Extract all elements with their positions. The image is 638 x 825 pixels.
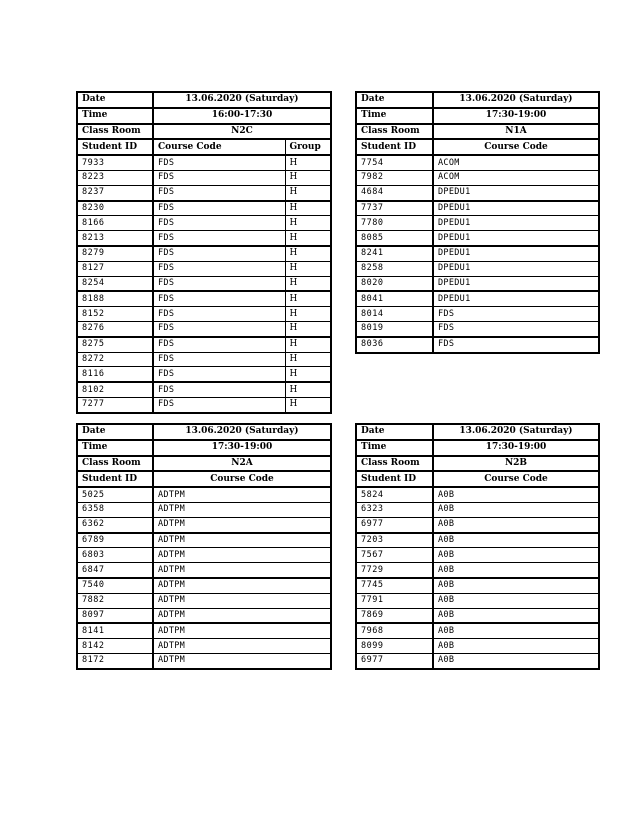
student-id-cell: 8020 [356,276,433,291]
course-code-cell: FDS [153,261,285,276]
student-id-cell: 8213 [77,231,153,246]
time-label: Time [356,440,433,456]
course-code-cell: FDS [153,155,285,170]
table-row [77,185,331,200]
student-id-cell: 7203 [356,533,433,548]
student-id-cell: 8041 [356,291,433,306]
student-id-cell: 7780 [356,216,433,231]
group-cell: H [285,337,331,352]
schedule-table-n1a [355,91,600,354]
course-code-cell: FDS [153,367,285,382]
student-id-cell: 8166 [77,216,153,231]
table-row [356,276,599,291]
table-row [356,231,599,246]
course-code-cell: A0B [433,548,599,563]
course-code-cell: A0B [433,517,599,532]
student-id-cell: 7729 [356,563,433,578]
student-id-cell: 8272 [77,352,153,367]
course-code-cell: A0B [433,578,599,593]
course-code-cell: FDS [153,291,285,306]
student-id-cell: 8014 [356,307,433,322]
table-row [356,246,599,261]
table-row [356,201,599,216]
table-row [77,291,331,306]
table-row [77,593,331,608]
student-id-header: Student ID [356,139,433,155]
course-code-cell: FDS [153,170,285,185]
table-row [356,578,599,593]
student-id-cell: 7754 [356,155,433,170]
table-row [77,321,331,336]
schedule-table-n2b [355,423,600,670]
course-code-cell: A0B [433,487,599,502]
classroom-label: Class Room [356,124,433,140]
course-code-cell: FDS [153,321,285,336]
course-code-cell: FDS [153,382,285,397]
student-id-cell: 8141 [77,623,153,638]
course-code-cell: DPEDU1 [433,291,599,306]
student-id-cell: 8116 [77,367,153,382]
table-row [356,337,599,353]
group-cell: H [285,276,331,291]
group-cell: H [285,170,331,185]
table-row [77,337,331,352]
student-id-cell: 8237 [77,185,153,200]
course-code-cell: ADTPM [153,578,331,593]
table-row [356,321,599,336]
date-label: Date [356,424,433,440]
course-code-cell: ADTPM [153,623,331,638]
table-row [77,231,331,246]
student-id-cell: 8085 [356,231,433,246]
table-row [77,246,331,261]
table-row [77,639,331,654]
group-cell: H [285,155,331,170]
table-row [356,291,599,306]
student-id-cell: 6789 [77,533,153,548]
student-id-cell: 7567 [356,548,433,563]
student-id-cell: 8152 [77,307,153,322]
table-row [356,307,599,322]
student-id-cell: 7540 [77,578,153,593]
student-id-cell: 6977 [356,517,433,532]
student-id-cell: 6803 [77,548,153,563]
course-code-cell: DPEDU1 [433,261,599,276]
table-row [356,216,599,231]
table-row [77,382,331,397]
student-id-cell: 8241 [356,246,433,261]
classroom-label: Class Room [77,456,153,472]
table-row [356,563,599,578]
classroom-value: N1A [433,124,599,140]
table-row [356,593,599,608]
group-header: Group [285,139,331,155]
student-id-cell: 8102 [77,382,153,397]
student-id-cell: 8127 [77,261,153,276]
classroom-label: Class Room [356,456,433,472]
course-code-cell: A0B [433,533,599,548]
student-id-cell: 8276 [77,321,153,336]
course-code-cell: A0B [433,563,599,578]
student-id-cell: 8230 [77,201,153,216]
schedule-table-n2a [76,423,332,670]
student-id-cell: 7737 [356,201,433,216]
table-row [356,261,599,276]
course-code-cell: FDS [433,307,599,322]
course-code-cell: FDS [153,201,285,216]
course-code-header: Course Code [433,471,599,487]
student-id-header: Student ID [77,471,153,487]
student-id-cell: 8275 [77,337,153,352]
course-code-cell: ACOM [433,170,599,185]
table-row [356,487,599,502]
classroom-value: N2B [433,456,599,472]
table-row [77,216,331,231]
table-row [356,502,599,517]
student-id-cell: 8223 [77,170,153,185]
group-cell: H [285,231,331,246]
student-id-cell: 5025 [77,487,153,502]
course-code-cell: A0B [433,608,599,623]
student-id-cell: 6358 [77,502,153,517]
course-code-cell: A0B [433,653,599,668]
group-cell: H [285,352,331,367]
student-id-cell: 8097 [77,608,153,623]
date-label: Date [77,92,153,108]
time-label: Time [356,108,433,124]
course-code-cell: A0B [433,502,599,517]
course-code-cell: ADTPM [153,593,331,608]
date-label: Date [356,92,433,108]
table-row [356,639,599,654]
table-row [77,367,331,382]
course-code-cell: ADTPM [153,517,331,532]
course-code-cell: DPEDU1 [433,185,599,200]
table-row [356,608,599,623]
table-row [77,201,331,216]
table-row [77,623,331,638]
course-code-cell: A0B [433,593,599,608]
student-id-cell: 5824 [356,487,433,502]
table-row [356,185,599,200]
course-code-cell: ADTPM [153,653,331,668]
table-row [77,155,331,170]
table-row [356,653,599,668]
student-id-header: Student ID [77,139,153,155]
course-code-cell: ADTPM [153,548,331,563]
course-code-header: Course Code [153,471,331,487]
course-code-cell: A0B [433,623,599,638]
date-value: 13.06.2020 (Saturday) [433,92,599,108]
student-id-cell: 7982 [356,170,433,185]
course-code-cell: ACOM [433,155,599,170]
table-row [77,548,331,563]
student-id-cell: 7745 [356,578,433,593]
time-value: 16:00-17:30 [153,108,331,124]
course-code-cell: FDS [153,397,285,412]
student-id-cell: 8036 [356,337,433,353]
student-id-cell: 8279 [77,246,153,261]
table-row [77,653,331,668]
time-value: 17:30-19:00 [153,440,331,456]
student-id-cell: 8142 [77,639,153,654]
student-id-cell: 6323 [356,502,433,517]
table-row [77,608,331,623]
table-row [77,276,331,291]
course-code-cell: ADTPM [153,533,331,548]
table-row [356,548,599,563]
group-cell: H [285,397,331,412]
course-code-cell: DPEDU1 [433,246,599,261]
course-code-cell: DPEDU1 [433,216,599,231]
course-code-cell: FDS [153,216,285,231]
course-code-cell: FDS [153,231,285,246]
course-code-cell: ADTPM [153,563,331,578]
date-value: 13.06.2020 (Saturday) [433,424,599,440]
classroom-value: N2C [153,124,331,140]
group-cell: H [285,367,331,382]
schedule-table-n2c [76,91,332,414]
course-code-cell: DPEDU1 [433,276,599,291]
course-code-cell: ADTPM [153,608,331,623]
time-label: Time [77,108,153,124]
course-code-cell: FDS [153,185,285,200]
group-cell: H [285,246,331,261]
student-id-cell: 7277 [77,397,153,412]
table-row [77,307,331,322]
student-id-cell: 6847 [77,563,153,578]
course-code-cell: ADTPM [153,487,331,502]
group-cell: H [285,185,331,200]
group-cell: H [285,291,331,306]
student-id-cell: 8188 [77,291,153,306]
student-id-cell: 7968 [356,623,433,638]
group-cell: H [285,216,331,231]
student-id-cell: 8099 [356,639,433,654]
time-value: 17:30-19:00 [433,440,599,456]
time-label: Time [77,440,153,456]
course-code-cell: FDS [433,337,599,353]
table-row [356,517,599,532]
group-cell: H [285,307,331,322]
table-row [77,533,331,548]
date-label: Date [77,424,153,440]
table-row [77,563,331,578]
table-row [77,352,331,367]
table-row [356,170,599,185]
date-value: 13.06.2020 (Saturday) [153,424,331,440]
student-id-cell: 7933 [77,155,153,170]
course-code-cell: A0B [433,639,599,654]
student-id-cell: 7869 [356,608,433,623]
course-code-cell: FDS [153,352,285,367]
student-id-cell: 8254 [77,276,153,291]
student-id-cell: 6977 [356,653,433,668]
student-id-cell: 7791 [356,593,433,608]
table-row [356,623,599,638]
student-id-cell: 7882 [77,593,153,608]
table-row [356,155,599,170]
course-code-cell: FDS [153,246,285,261]
course-code-cell: FDS [153,307,285,322]
course-code-cell: DPEDU1 [433,231,599,246]
student-id-cell: 6362 [77,517,153,532]
date-value: 13.06.2020 (Saturday) [153,92,331,108]
course-code-cell: FDS [153,337,285,352]
student-id-header: Student ID [356,471,433,487]
group-cell: H [285,261,331,276]
course-code-cell: FDS [153,276,285,291]
table-row [77,261,331,276]
classroom-value: N2A [153,456,331,472]
student-id-cell: 4684 [356,185,433,200]
group-cell: H [285,321,331,336]
course-code-cell: FDS [433,321,599,336]
group-cell: H [285,201,331,216]
course-code-header: Course Code [153,139,285,155]
student-id-cell: 8172 [77,653,153,668]
course-code-cell: ADTPM [153,502,331,517]
table-row [77,487,331,502]
table-row [77,578,331,593]
table-row [77,517,331,532]
student-id-cell: 8019 [356,321,433,336]
table-row [77,502,331,517]
table-row [77,397,331,412]
student-id-cell: 8258 [356,261,433,276]
table-row [77,170,331,185]
group-cell: H [285,382,331,397]
course-code-cell: DPEDU1 [433,201,599,216]
time-value: 17:30-19:00 [433,108,599,124]
course-code-header: Course Code [433,139,599,155]
classroom-label: Class Room [77,124,153,140]
table-row [356,533,599,548]
course-code-cell: ADTPM [153,639,331,654]
